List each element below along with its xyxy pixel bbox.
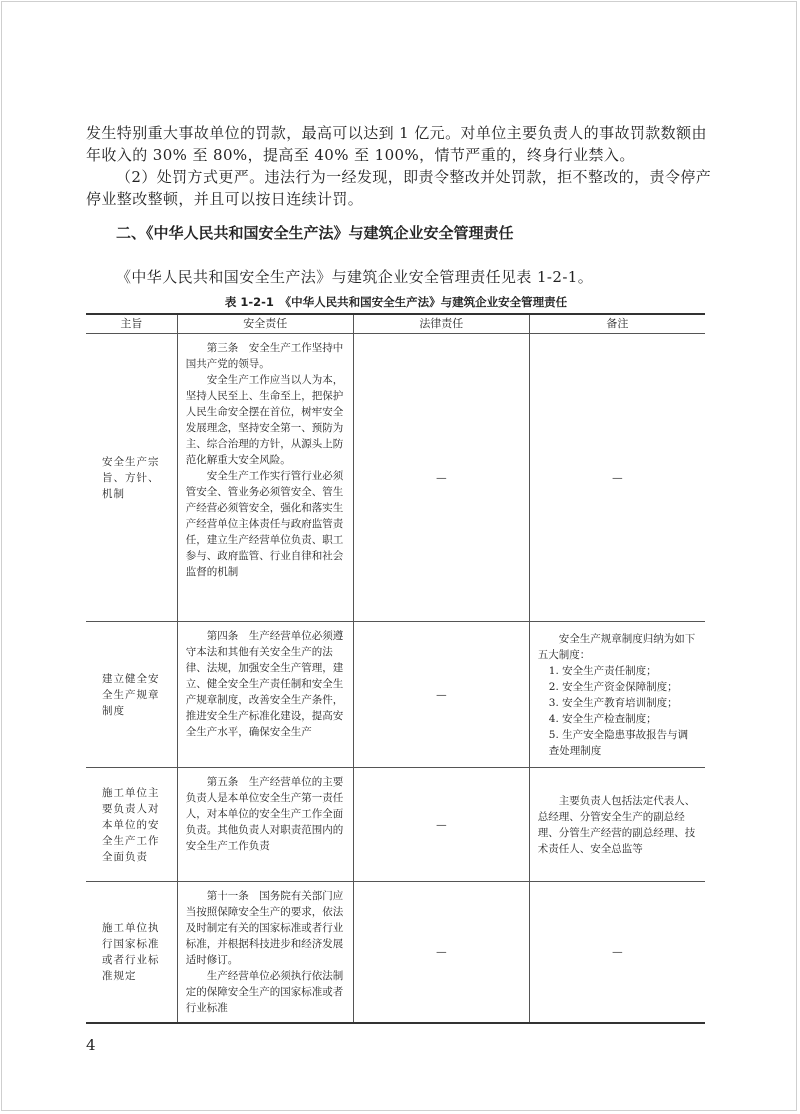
row-legal-responsibility: —: [353, 622, 529, 768]
resp-paragraph: 第三条 安全生产工作坚持中国共产党的领导。: [185, 342, 344, 370]
row-theme: 安全生产宗旨、方针、机制: [86, 334, 177, 622]
note-text: 主要负责人包括法定代表人、总经理、分管安全生产的副总经理、分管生产经营的副总经理、技术责任人、安全总监等: [537, 794, 696, 855]
header-remarks: 备注: [529, 314, 705, 334]
table-row: [86, 882, 705, 1024]
note-item: 4. 安全生产检查制度；: [548, 712, 657, 725]
note-item: 2. 安全生产资金保障制度；: [548, 680, 678, 693]
table-header-row: [86, 314, 705, 334]
row-remarks: [529, 768, 705, 882]
row-legal-responsibility: —: [353, 768, 529, 882]
table-title: 表 1-2-1 《中华人民共和国安全生产法》与建筑企业安全管理责任: [224, 295, 568, 309]
row-remarks: —: [529, 882, 705, 1024]
section-heading: 二、《中华人民共和国安全生产法》与建筑企业安全管理责任: [116, 224, 514, 242]
table-row: [86, 622, 705, 768]
row-theme: 建立健全安全生产规章制度: [86, 622, 177, 768]
table-row: [86, 334, 705, 622]
header-theme: 主旨: [86, 314, 177, 334]
note-intro: 安全生产规章制度归纳为如下五大制度：: [537, 632, 696, 661]
note-item: 5. 生产安全隐患事故报告与调查处理制度: [548, 728, 689, 757]
row-safety-responsibility: [177, 334, 353, 622]
resp-paragraph: 安全生产工作实行管行业必须管安全、管业务必须管安全、管生产经营必须管安全，强化和落实生产经营单位主体责任与政府监管责任，建立生产经营单位负责、职工参与、政府监管、行业自律和社会监督的机制: [185, 470, 344, 578]
row-legal-responsibility: —: [353, 334, 529, 622]
resp-paragraph: 生产经营单位必须执行依法制定的保障安全生产的国家标准或者行业标准: [185, 970, 344, 1014]
row-theme: 施工单位主要负责人对本单位的安全生产工作全面负责: [86, 768, 177, 882]
note-item: 1. 安全生产责任制度；: [548, 664, 657, 677]
row-theme: 施工单位执行国家标准或者行业标准规定: [86, 882, 177, 1024]
page-number: 4: [86, 1036, 96, 1054]
body-paragraph-fines: 发生特别重大事故单位的罚款，最高可以达到 1 亿元。对单位主要负责人的事故罚款数额由年收入的 30% 至 80%，提高至 40% 至 100%，情节严重的，终身行业禁入。: [86, 124, 707, 164]
law-responsibility-table: [86, 313, 705, 1024]
body-paragraph-penalty-method: （2）处罚方式更严。违法行为一经发现，即责令整改并处罚款，拒不整改的，责令停产停业整改整顿，并且可以按日连续计罚。: [86, 168, 712, 208]
resp-paragraph: 安全生产工作应当以人为本，坚持人民至上、生命至上，把保护人民生命安全摆在首位，树牢安全发展理念，坚持安全第一、预防为主、综合治理的方针，从源头上防范化解重大安全风险。: [185, 374, 344, 466]
row-safety-responsibility: [177, 882, 353, 1024]
resp-paragraph: 第四条 生产经营单位必须遵守本法和其他有关安全生产的法律、法规，加强安全生产管理，建立、健全安全生产责任制和安全生产规章制度，改善安全生产条件，推进安全生产标准化建设，提高安全生产水平，确保安全生产: [185, 630, 344, 738]
row-remarks: —: [529, 334, 705, 622]
row-remarks: [529, 622, 705, 768]
resp-paragraph: 第十一条 国务院有关部门应当按照保障安全生产的要求，依法及时制定有关的国家标准或者行业标准，并根据科技进步和经济发展适时修订。: [185, 890, 344, 966]
header-safety-responsibility: 安全责任: [177, 314, 353, 334]
table-row: [86, 768, 705, 882]
row-safety-responsibility: [177, 768, 353, 882]
note-item: 3. 安全生产教育培训制度；: [548, 696, 678, 709]
row-legal-responsibility: —: [353, 882, 529, 1024]
header-legal-responsibility: 法律责任: [353, 314, 529, 334]
resp-paragraph: 第五条 生产经营单位的主要负责人是本单位安全生产第一责任人，对本单位的安全生产工作全面负责。其他负责人对职责范围内的安全生产工作负责: [185, 776, 344, 852]
row-safety-responsibility: [177, 622, 353, 768]
body-paragraph-table-ref: 《中华人民共和国安全生产法》与建筑企业安全管理责任见表 1-2-1。: [116, 268, 594, 286]
